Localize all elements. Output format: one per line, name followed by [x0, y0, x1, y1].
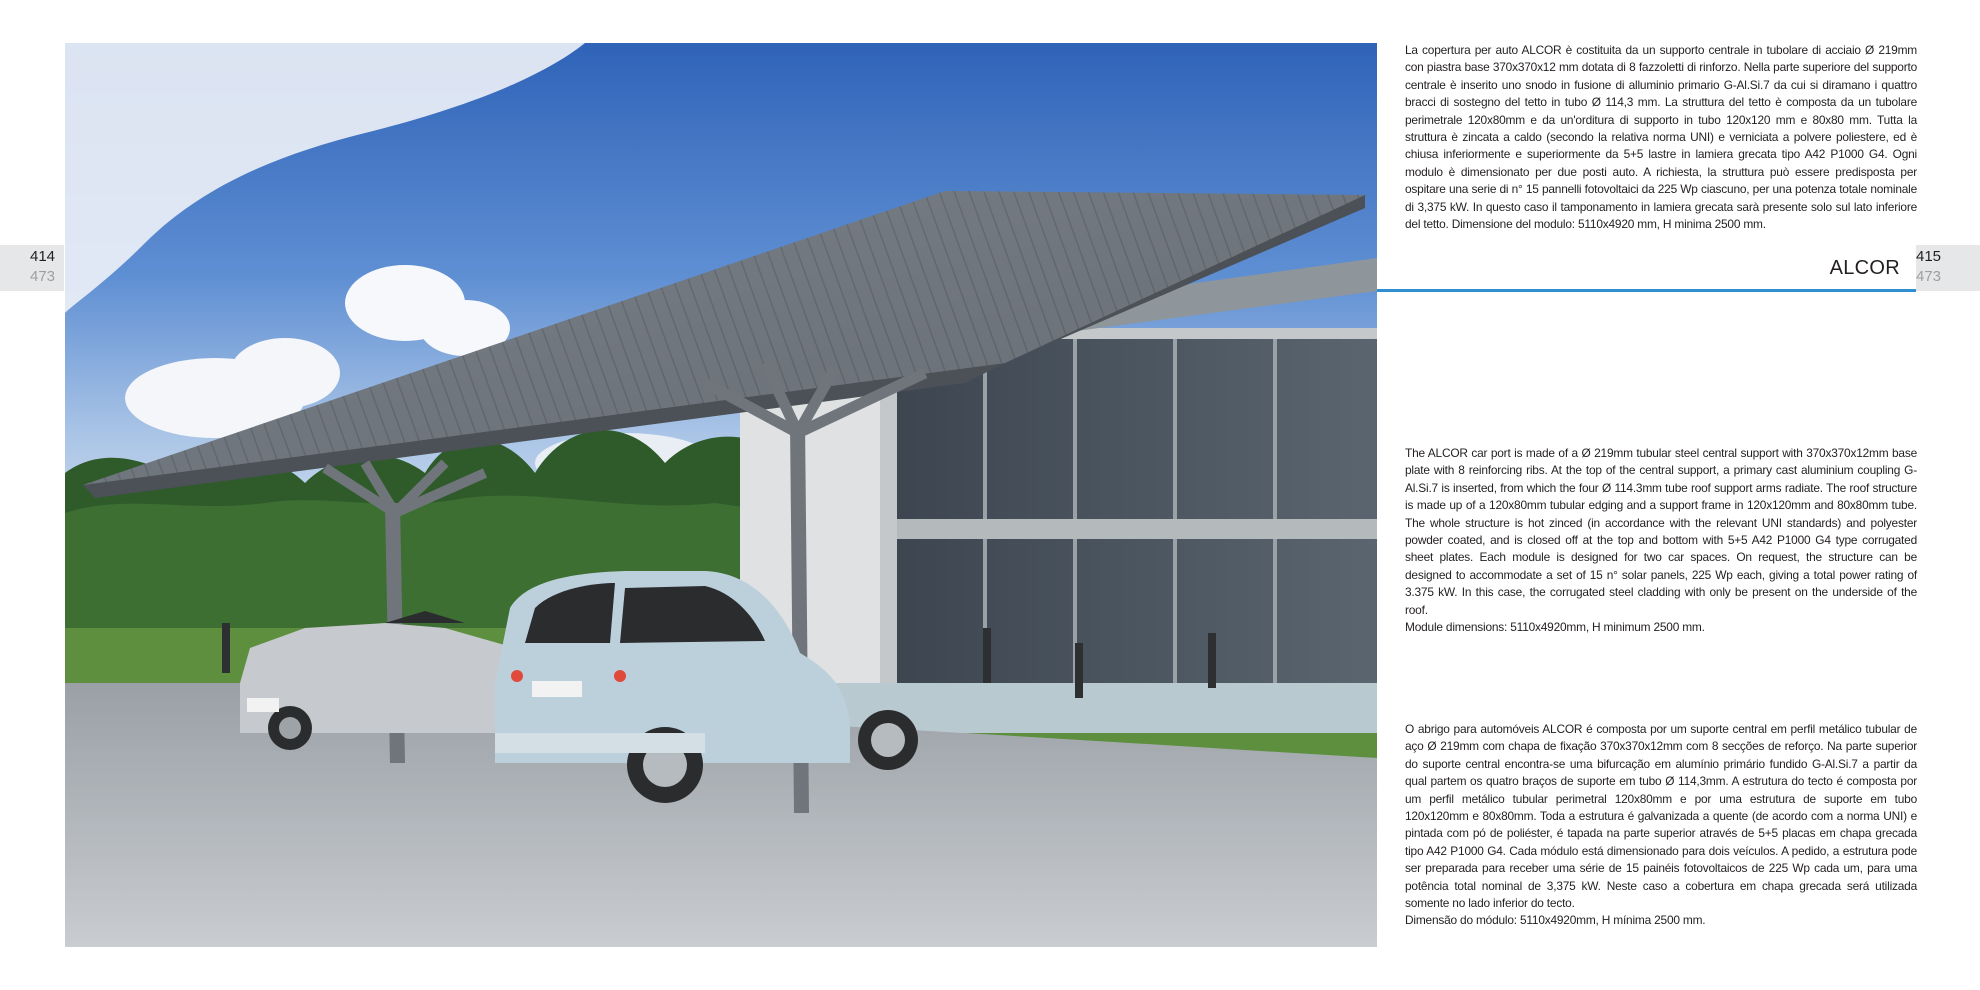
- page-total-left: 473: [30, 268, 56, 285]
- carport-photo: [65, 43, 1377, 947]
- description-portuguese: O abrigo para automóveis ALCOR é composta por um suporte central em perfil metálico tubular de aço Ø 219mm com chapa de fixação 370x370x12mm com 8 secções de reforço. Na parte superior do suporte central encontra-se uma bifurcação em alumínio primário fundido G-Al.Si.7 a partir da qual partem os quatro braços de suporte em tubo Ø 114,3mm. A estrutura do tecto é composta por um perfil metálico tubular perimetral 120x80mm e por uma estrutura de suporte em tubo 120x120mm e 80x80mm. Toda a estrutura é galvanizada a quente (de acordo com a norma UNI) e pintada com pó de poliéster, é tapada na parte superior através de 5+5 placas em chapa grecada tipo A42 P1000 G4. Cada módulo está dimensionado para dois veículos. A pedido, a estrutura pode ser preparada para receber uma série de 15 painéis fotovoltaicos de 225 Wp cada um, para uma potência total nominal de 3,375 kW. Neste caso a cobertura em chapa grecada será utilizada somente no lado inferior do tecto.: [1405, 722, 1917, 911]
- description-portuguese-block: [1405, 721, 1917, 930]
- title-rule: [1377, 289, 1916, 292]
- description-italian: La copertura per auto ALCOR è costituita da un supporto centrale in tubolare di acciaio Ø 219mm con piastra base 370x370x12 mm dotata di 8 fazzoletti di rinforzo. Nella parte superiore del supporto centrale è inserito uno snodo in fusione di alluminio primario G-Al.Si.7 da cui si diramano i quattro bracci di sostegno del tetto in tubo Ø 114,3 mm. La struttura del tetto è composta da un tubolare perimetrale 120x80mm e da un'orditura di supporto in tubo 120x120 mm e 80x80 mm. Tutta la struttura è zincata a caldo (secondo la relativa norma UNI) e verniciata a polvere poliestere, ed è chiusa inferiormente e superiormente da 5+5 lastre in lamiera grecata tipo A42 P1000 G4. Ogni modulo è dimensionato per due posti auto. A richiesta, la struttura può essere predisposta per ospitare una serie di n° 15 pannelli fotovoltaici da 225 Wp ciascuno, per una potenza totale nominale di 3,375 kW. In questo caso il tamponamento in lamiera grecata sarà presente solo sul lato inferiore del tetto. Dimensione del modulo: 5110x4920 mm, H minima 2500 mm.: [1405, 43, 1917, 232]
- product-title: ALCOR: [1829, 257, 1900, 279]
- page-tab-left: [0, 245, 64, 291]
- page-number-left: 414: [30, 248, 56, 265]
- description-english-block: [1405, 445, 1917, 636]
- module-dimensions-portuguese: Dimensão do módulo: 5110x4920mm, H mínima 2500 mm.: [1405, 913, 1706, 928]
- module-dimensions-english: Module dimensions: 5110x4920mm, H minimum 2500 mm.: [1405, 620, 1705, 635]
- page-total-right: 473: [1916, 268, 1942, 285]
- page-tab-right: [1916, 245, 1980, 291]
- page-number-right: 415: [1916, 248, 1942, 265]
- description-english: The ALCOR car port is made of a Ø 219mm tubular steel central support with 370x370x12mm base plate with 8 reinforcing ribs. At the top of the central support, a primary cast aluminium coupling G-Al.Si.7 is inserted, from which the four Ø 114.3mm tube roof support arms radiate. The roof structure is made up of a 120x80mm tubular edging and a support frame in 120x120mm and 80x80mm tube. The whole structure is hot zinced (in accordance with the relevant UNI standards) and polyester powder coated, and is closed off at the top and bottom with 5+5 A42 P1000 G4 type corrugated sheet plates. Each module is designed for two car spaces. On request, the structure can be designed to accommodate a set of 15 n° solar panels, 225 Wp each, giving a total power rating of 3.375 kW. In this case, the corrugated steel cladding with only be present on the underside of the roof.: [1405, 446, 1917, 617]
